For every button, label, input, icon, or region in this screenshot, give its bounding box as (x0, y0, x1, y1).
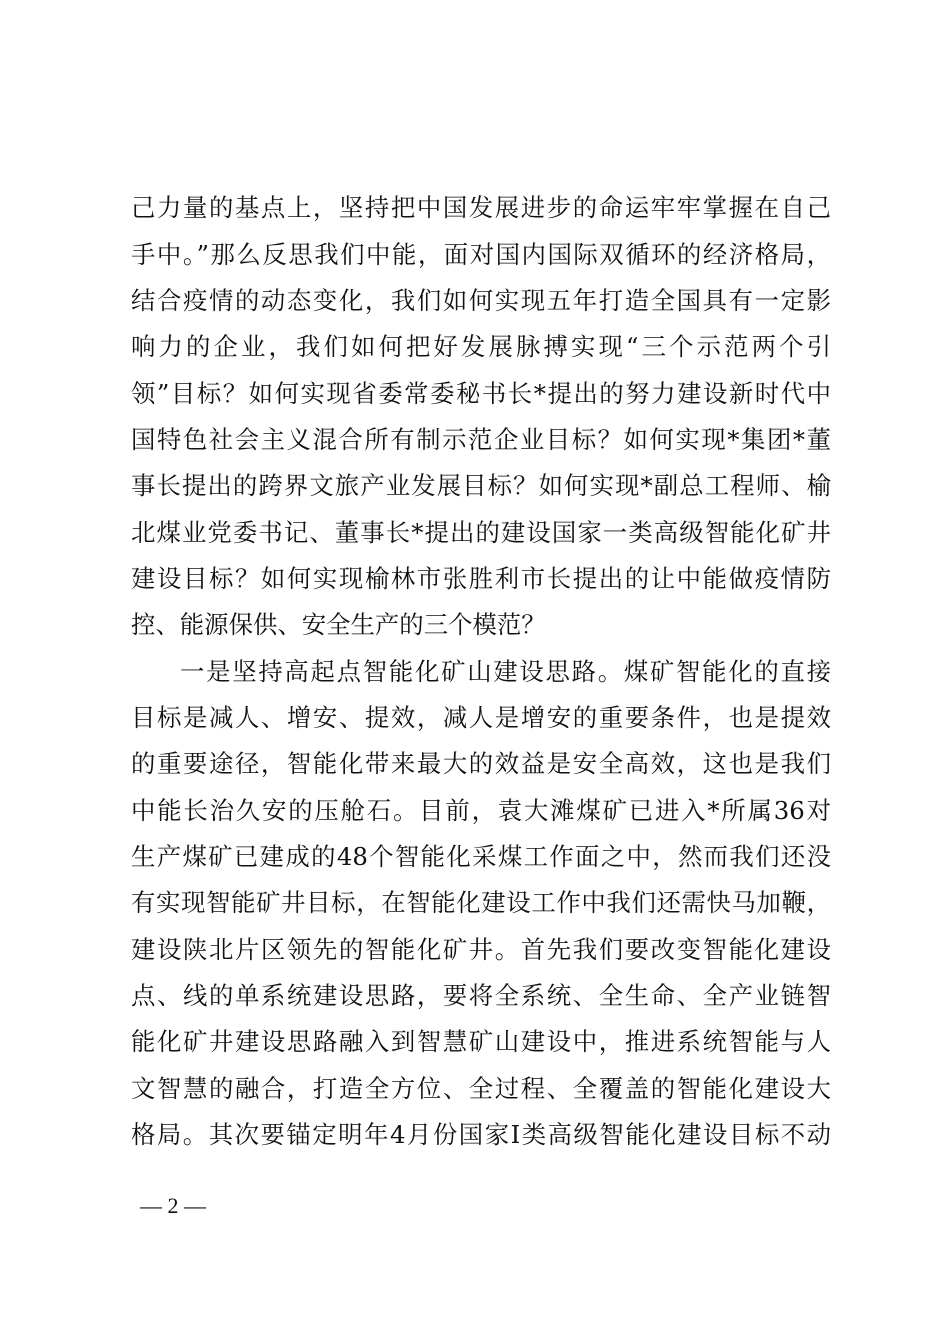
paragraph-line: 目标是减人、增安、提效，减人是增安的重要条件，也是提效 (131, 703, 831, 732)
paragraph-line: 国特色社会主义混合所有制示范企业目标？如何实现*集团*董 (131, 425, 831, 454)
page-number: — 2 — (140, 1193, 206, 1218)
paragraph-first-line: 一是坚持高起点智能化矿山建设思路。煤矿智能化的直接 (180, 657, 831, 686)
paragraph-line: 格局。其次要锚定明年4月份国家I类高级智能化建设目标不动 (131, 1120, 831, 1149)
paragraph-line: 控、能源保供、安全生产的三个模范？ (131, 610, 546, 639)
paragraph-line: 建设陕北片区领先的智能化矿井。首先我们要改变智能化建设 (131, 935, 831, 964)
paragraph-line: 事长提出的跨界文旅产业发展目标？如何实现*副总工程师、榆 (131, 471, 831, 500)
paragraph-line: 北煤业党委书记、董事长*提出的建设国家一类高级智能化矿井 (131, 518, 831, 547)
paragraph-line: 响力的企业，我们如何把好发展脉搏实现“三个示范两个引 (131, 332, 831, 361)
paragraph-line: 领”目标？如何实现省委常委秘书长*提出的努力建设新时代中 (131, 379, 831, 408)
paragraph-line: 生产煤矿已建成的48个智能化采煤工作面之中，然而我们还没 (131, 842, 831, 871)
paragraph-line: 中能长治久安的压舱石。目前，袁大滩煤矿已进入*所属36对 (131, 796, 831, 825)
paragraph-line: 建设目标？如何实现榆林市张胜利市长提出的让中能做疫情防 (131, 564, 831, 593)
paragraph-line: 点、线的单系统建设思路，要将全系统、全生命、全产业链智 (131, 981, 831, 1010)
paragraph-line: 手中。”那么反思我们中能，面对国内国际双循环的经济格局， (131, 240, 831, 269)
paragraph-line: 文智慧的融合，打造全方位、全过程、全覆盖的智能化建设大 (131, 1074, 831, 1103)
paragraph-line: 的重要途径，智能化带来最大的效益是安全高效，这也是我们 (131, 749, 831, 778)
paragraph-line: 己力量的基点上，坚持把中国发展进步的命运牢牢掌握在自己 (131, 193, 831, 222)
paragraph-line: 有实现智能矿井目标，在智能化建设工作中我们还需快马加鞭， (131, 888, 831, 917)
paragraph-line: 能化矿井建设思路融入到智慧矿山建设中，推进系统智能与人 (131, 1027, 831, 1056)
paragraph-line: 结合疫情的动态变化，我们如何实现五年打造全国具有一定影 (131, 286, 831, 315)
